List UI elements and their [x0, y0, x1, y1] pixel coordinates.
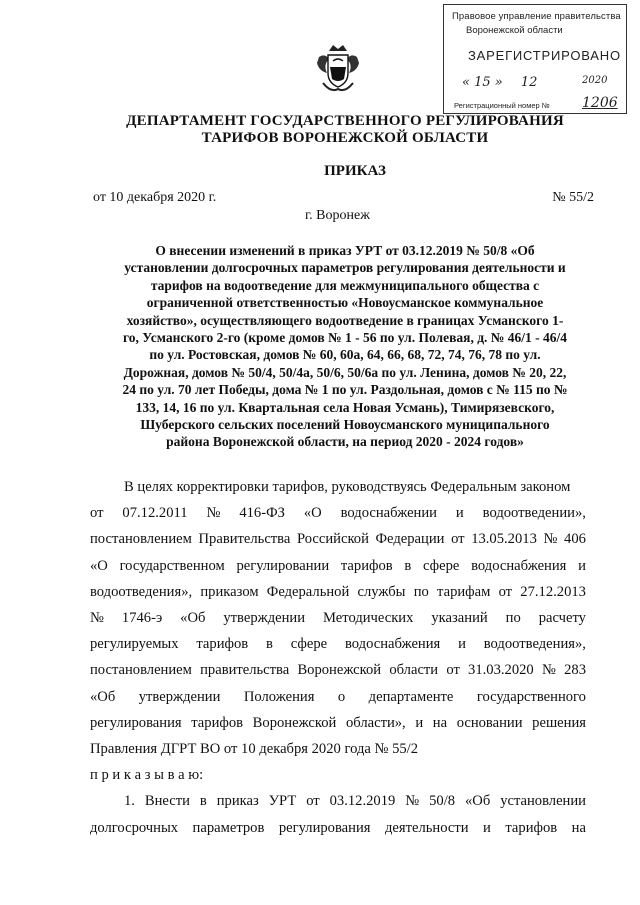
body-word: по [413, 583, 429, 600]
body-word: «Об [180, 610, 206, 627]
stamp-authority-line1: Правовое управление правительства [452, 11, 621, 22]
order-date: от 10 декабря 2020 г. [93, 190, 217, 205]
body-word: регулирования [278, 819, 371, 836]
body-line [90, 762, 586, 788]
order-body [90, 474, 586, 841]
body-line [90, 684, 586, 710]
body-word: регулируемых [90, 636, 179, 653]
stamp-reg-number: 1206 [582, 95, 618, 111]
body-word: 27.12.2013 [520, 583, 586, 600]
body-word: № [206, 505, 221, 522]
subject-line: 133, 14, 16 по ул. Квартальная села Новая Усмань), Тимирязевского, [135, 399, 555, 415]
body-word: Воронежской [252, 714, 337, 731]
body-line [90, 553, 586, 579]
order-city: г. Воронеж [305, 208, 370, 223]
body-word: расчету [538, 610, 586, 627]
body-word: о [337, 688, 346, 705]
body-word: и [483, 819, 491, 836]
body-line [90, 526, 586, 552]
body-word: тарифов [196, 636, 249, 653]
subject-line: 24 по ул. 70 лет Победы, дома № 1 по ул. Раздольная, домов с № 115 по № [122, 382, 568, 398]
body-word: Положения [243, 688, 315, 705]
body-word: 07.12.2011 [122, 505, 188, 522]
body-word: 50/8 [429, 793, 456, 810]
body-word: Федеральной [266, 583, 350, 600]
body-word: В целях корректировки тарифов, руководствуясь Федеральным законом [124, 479, 571, 495]
body-word: тарифов [340, 557, 393, 574]
subject-line: О внесении изменений в приказ УРТ от 03.12.2019 № 50/8 «Об [155, 243, 535, 258]
stamp-date-day: « 15 » [462, 75, 503, 90]
body-word: приказом [200, 583, 259, 600]
body-word: Методических [323, 610, 414, 627]
body-word: Воронежской [297, 662, 382, 679]
body-word: области», [345, 714, 406, 731]
body-word: деятельности [385, 819, 469, 836]
body-word: в [404, 557, 412, 574]
body-word: параметров [192, 819, 265, 836]
body-word: Внести [144, 793, 190, 810]
subject-line: по ул. Ростовская, домов № 60, 60а, 64, 66, 68, 72, 74, 76, 78 по ул. [149, 347, 541, 363]
stamp-authority-line2: Воронежской области [466, 25, 563, 36]
body-word: на [432, 714, 448, 731]
body-word: указаний [431, 610, 488, 627]
body-word: «Об [464, 793, 491, 810]
subject-line: Дорожная, домов № 50/4, 50/4а, 50/6, 50/6а по ул. Ленина, домов № 20, 22, [123, 364, 567, 380]
body-word: водоотведения», [483, 636, 586, 653]
body-word: Правления ДГРТ ВО от 10 декабря 2020 года № 55/2 [90, 741, 419, 758]
body-line [90, 736, 586, 762]
body-word: службы [357, 583, 406, 600]
body-word: области [389, 662, 439, 679]
body-word: водоснабжении [340, 505, 437, 522]
subject-line: Шуберского сельских поселений Новоусманского муниципального [140, 417, 550, 433]
department-name-line1: ДЕПАРТАМЕНТ ГОСУДАРСТВЕННОГО РЕГУЛИРОВАНИЯ [126, 113, 564, 129]
body-word: установлении [500, 793, 586, 810]
body-word: тарифов [505, 819, 558, 836]
order-number: № 55/2 [552, 190, 594, 205]
order-subject [90, 242, 600, 451]
subject-line: ограниченной ответственностью «Новоусманское коммунальное [146, 295, 544, 311]
body-word: регулирования [90, 714, 182, 731]
body-word: сфере [290, 636, 328, 653]
coat-of-arms-emblem [315, 43, 361, 95]
body-line [90, 474, 586, 500]
body-word: долгосрочных [90, 819, 179, 836]
body-line [90, 579, 586, 605]
body-word: от [498, 583, 513, 600]
body-word: 416-ФЗ [239, 505, 285, 522]
body-word: УРТ [268, 793, 297, 810]
body-word: Правительства [198, 531, 291, 548]
body-line [90, 657, 586, 683]
body-word: решения [532, 714, 586, 731]
body-word: № [405, 793, 420, 810]
body-word: утверждении [223, 610, 306, 627]
body-word: правительства [200, 662, 290, 679]
subject-line: го, Усманского 2-го (кроме домов № 1 - 56 по ул. Полевая, д. № 46/1 - 46/4 [122, 330, 567, 346]
body-word: сфере [423, 557, 460, 574]
body-word: основании [456, 714, 523, 731]
stamp-date-year: 2020 [582, 75, 608, 86]
body-word: 13.05.2013 [471, 531, 537, 548]
body-word: от [446, 662, 460, 679]
subject-line: хозяйство», осуществляющего водоотведение в границах Усманского 1- [126, 312, 564, 328]
body-word: государственного [476, 688, 586, 705]
body-word: Российской [296, 531, 369, 548]
body-word: 1746-э [121, 610, 163, 627]
body-line [90, 710, 586, 736]
body-word: водоотведении», [482, 505, 586, 522]
body-word: департаменте [368, 688, 454, 705]
body-word: тарифам [437, 583, 491, 600]
body-word: № [541, 662, 556, 679]
body-word: «О [90, 557, 108, 574]
body-line [90, 631, 586, 657]
body-word: в [199, 793, 207, 810]
body-line [90, 500, 586, 526]
body-word: 31.03.2020 [468, 662, 534, 679]
body-word: водоотведения», [90, 583, 193, 600]
body-word: государственном [119, 557, 225, 574]
body-word: в [266, 636, 273, 653]
body-word: «Об [90, 688, 116, 705]
body-word: постановлением [90, 662, 192, 679]
body-word: на [571, 819, 586, 836]
stamp-status: ЗАРЕГИСТРИРОВАНО [468, 48, 621, 63]
body-word: и [415, 714, 424, 731]
body-word: от [306, 793, 320, 810]
body-word: «О [303, 505, 322, 522]
body-word: 03.12.2019 [329, 793, 396, 810]
subject-line: района Воронежской области, на период 2020 - 2024 годов» [166, 434, 524, 450]
body-word: и [578, 557, 586, 574]
body-word: приказ [216, 793, 259, 810]
stamp-reg-label: Регистрационный номер № [454, 101, 550, 110]
body-line [90, 605, 586, 631]
stamp-date-month: 12 [520, 75, 538, 90]
registration-stamp [443, 4, 627, 114]
subject-line: тарифов на водоотведение для межмуниципального общества с [150, 277, 540, 293]
body-word: постановлением [90, 531, 192, 548]
body-word: утверждении [138, 688, 221, 705]
body-word: водоснабжения [344, 636, 441, 653]
body-word: тарифов [191, 714, 244, 731]
body-word: п р и к а з ы в а ю: [90, 767, 204, 784]
body-word: регулировании [236, 557, 330, 574]
body-word: от [90, 505, 104, 522]
department-name-line2: ТАРИФОВ ВОРОНЕЖСКОЙ ОБЛАСТИ [201, 130, 489, 146]
stamp-date [462, 75, 608, 90]
body-word: по [505, 610, 521, 627]
body-word: № [90, 610, 104, 627]
body-word: водоснабжения [471, 557, 567, 574]
body-word: и [458, 636, 466, 653]
body-word: № [543, 531, 558, 548]
order-title: ПРИКАЗ [324, 163, 386, 179]
body-word: Федерации [375, 531, 445, 548]
subject-line: установлении долгосрочных параметров регулирования деятельности и [124, 260, 566, 276]
body-word: и [455, 505, 464, 522]
body-word: 1. [124, 793, 135, 810]
body-line [90, 788, 586, 814]
body-line [90, 815, 586, 841]
body-word: от [451, 531, 465, 548]
body-word: 283 [564, 662, 586, 679]
body-word: 406 [564, 531, 586, 548]
